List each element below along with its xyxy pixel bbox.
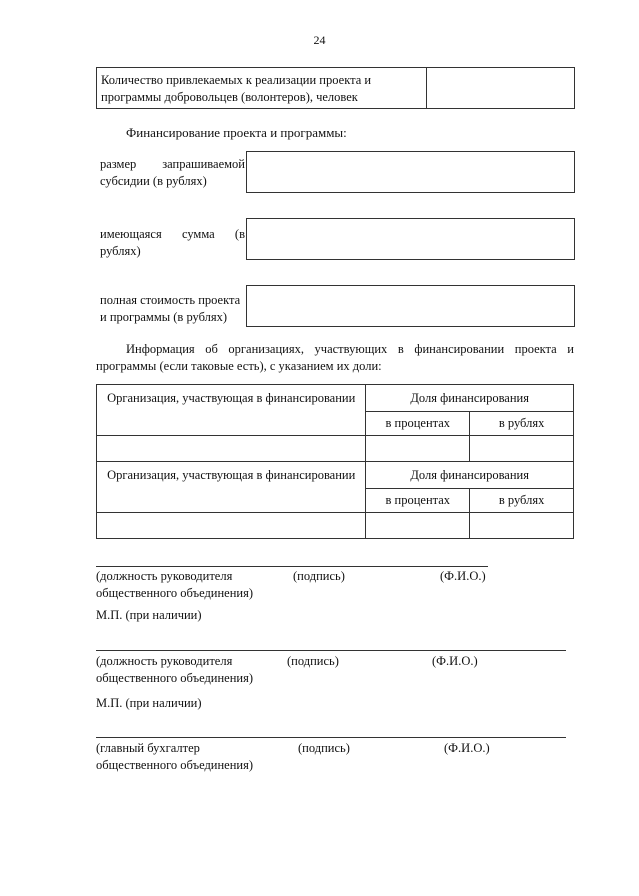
financing-label-available — [100, 226, 245, 260]
financing-requested-input[interactable] — [246, 151, 575, 193]
signature-line-1[interactable] — [96, 566, 488, 567]
org-financing-table — [96, 384, 574, 539]
signature-line-3[interactable] — [96, 737, 566, 738]
signature-position-2-line2: общественного объединения) — [96, 671, 254, 685]
signature-sign-2: (подпись) — [287, 654, 339, 668]
table-row — [97, 436, 574, 462]
org-info-line2: программы (если таковые есть), с указанием их доли: — [96, 359, 382, 373]
signature-position-2-line1: (должность руководителя — [96, 654, 233, 668]
page-number: 24 — [313, 33, 326, 47]
header-percent: в процентах — [366, 412, 470, 436]
header-organization: Организация, участвующая в финансировании — [97, 385, 366, 436]
signature-position-1-line2: общественного объединения) — [96, 586, 254, 600]
financing-label-available-line2: рублях) — [100, 244, 141, 258]
header-organization-2: Организация, участвующая в финансировании — [97, 462, 366, 513]
signature-position-3 — [96, 740, 253, 774]
signature-position-1 — [96, 568, 253, 602]
volunteers-label-line1: Количество привлекаемых к реализации проекта и — [101, 73, 372, 87]
cell-organization[interactable] — [97, 436, 366, 462]
header-rubles-2: в рублях — [470, 489, 574, 513]
financing-label-total — [100, 292, 245, 326]
stamp-note-1: М.П. (при наличии) — [96, 608, 202, 622]
org-info-line1: Информация об организациях, участвующих в финансировании проекта и — [126, 342, 574, 356]
cell-organization-2[interactable] — [97, 513, 366, 539]
volunteers-label-line2: программы добровольцев (волонтеров), человек — [101, 90, 358, 104]
cell-rubles-2[interactable] — [470, 513, 574, 539]
financing-label-total-line2: и программы (в рублях) — [100, 310, 228, 324]
financing-label-requested — [100, 156, 245, 190]
cell-percent[interactable] — [366, 436, 470, 462]
financing-label-available-line1: имеющаяся сумма (в — [100, 227, 245, 241]
cell-rubles[interactable] — [470, 436, 574, 462]
header-share-2: Доля финансирования — [366, 462, 574, 489]
table-row — [97, 385, 574, 412]
signature-position-1-line1: (должность руководителя — [96, 569, 233, 583]
stamp-note-2: М.П. (при наличии) — [96, 696, 202, 710]
org-info-paragraph — [96, 341, 574, 375]
financing-label-requested-line2: субсидии (в рублях) — [100, 174, 207, 188]
cell-percent-2[interactable] — [366, 513, 470, 539]
signature-position-3-line2: общественного объединения) — [96, 758, 254, 772]
signature-sign-1: (подпись) — [293, 569, 345, 583]
signature-fio-1: (Ф.И.О.) — [440, 569, 486, 583]
signature-position-2 — [96, 653, 253, 687]
signature-line-2[interactable] — [96, 650, 566, 651]
financing-label-total-line1: полная стоимость проекта — [100, 293, 241, 307]
table-row — [97, 462, 574, 489]
financing-heading: Финансирование проекта и программы: — [126, 125, 347, 140]
signature-sign-3: (подпись) — [298, 741, 350, 755]
financing-label-requested-line1: размер запрашиваемой — [100, 157, 245, 171]
volunteers-label — [101, 72, 421, 106]
header-rubles: в рублях — [470, 412, 574, 436]
financing-available-input[interactable] — [246, 218, 575, 260]
signature-fio-3: (Ф.И.О.) — [444, 741, 490, 755]
table-row — [97, 513, 574, 539]
volunteers-value-cell[interactable] — [426, 68, 427, 108]
header-share: Доля финансирования — [366, 385, 574, 412]
header-percent-2: в процентах — [366, 489, 470, 513]
signature-fio-2: (Ф.И.О.) — [432, 654, 478, 668]
financing-total-input[interactable] — [246, 285, 575, 327]
volunteers-row — [96, 67, 575, 109]
signature-position-3-line1: (главный бухгалтер — [96, 741, 200, 755]
